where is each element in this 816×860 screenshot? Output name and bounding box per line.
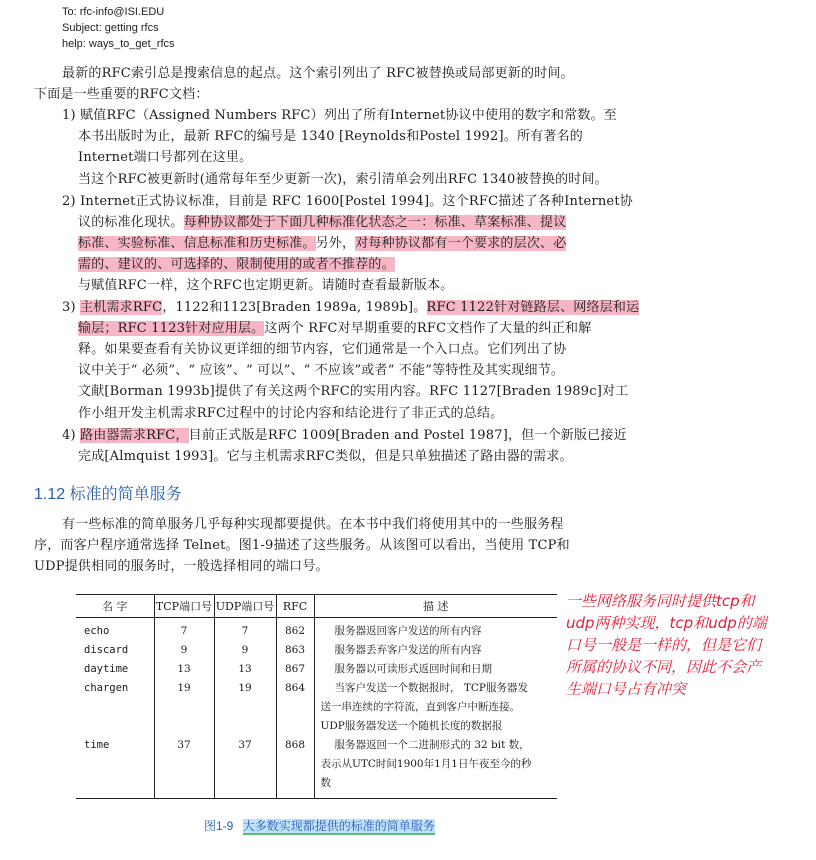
udp-port: 37 (214, 736, 276, 793)
note-line: 一些网络服务同时提供tcp和 (566, 592, 755, 610)
table-row (76, 679, 557, 736)
item3-number: 3) (62, 300, 81, 315)
item2-highlight: 需的、建议的、可选择的、限制使用的或者不推荐的。 (78, 257, 395, 272)
tcp-port: 37 (154, 736, 214, 793)
service-description (314, 679, 557, 736)
service-name: discard (84, 643, 129, 656)
note-line: 所属的协议不同，因此不会产 (566, 658, 762, 676)
service-description (314, 736, 557, 793)
description-line: 送一串连续的字符流，直到客户中断连接。 (320, 700, 520, 713)
services-table (76, 594, 557, 799)
note-line: 生端口号占有冲突 (566, 680, 687, 698)
service-name: time (84, 738, 110, 751)
body2-line-2: 序，而客户程序通常选择 Telnet。图1-9描述了这些服务。从该图可以看出，当使用 TCP和 (34, 538, 570, 553)
header-description: 描 述 (314, 595, 557, 618)
item3-line-3: 释。如果要查看有关协议更详细的细节内容，它们通常是一个入口点。它们列出了协 (78, 342, 567, 357)
item3-text: 这两个 RFC对早期重要的RFC文档作了大量的纠正和解 (264, 321, 592, 336)
item2-line-1: 2) Internet正式协议标准，目前是 RFC 1600[Postel 1994]。这个RFC描述了各种Internet协 (62, 194, 633, 209)
header-tcp-port: TCP端口号 (154, 595, 214, 618)
item4-number: 4) (62, 428, 81, 443)
table-row (76, 660, 557, 679)
item2-highlight: 标准、实验标准、信息标准和历史标准。 (78, 236, 316, 251)
figure-title: 大多数实现都提供的标准的简单服务 (242, 819, 435, 833)
item1-line-1: 1) 赋值RFC（Assigned Numbers RFC）列出了所有Internet协议中使用的数字和常数。至 (62, 108, 617, 123)
rfc-number: 864 (276, 679, 314, 736)
email-to: To: rfc-info@ISI.EDU (62, 6, 165, 18)
service-description: 服务器丢弃客户发送的所有内容 (314, 641, 557, 660)
email-subject: Subject: getting rfcs (62, 22, 159, 34)
item3-line-4: 议中关于“ 必须”、“ 应该”、“ 可以”、“ 不应该”或者“ 不能”等特性及其实现细节。 (78, 363, 565, 378)
note-line: udp两种实现，tcp和udp的端 (566, 614, 767, 632)
handwritten-note (566, 590, 810, 700)
item3-line-1 (62, 297, 639, 318)
table-row (76, 622, 557, 641)
section-heading: 1.12 标准的简单服务 (34, 486, 182, 503)
tcp-port: 7 (154, 622, 214, 641)
figure-caption (204, 817, 435, 834)
service-description: 服务器返回客户发送的所有内容 (314, 622, 557, 641)
header-rfc: RFC (276, 595, 314, 618)
item3-line-2 (78, 318, 591, 339)
note-line: 口号一般是一样的，但是它们 (566, 636, 762, 654)
table-row (76, 793, 557, 799)
rfc-number: 867 (276, 660, 314, 679)
service-name: echo (84, 624, 110, 637)
tcp-port: 9 (154, 641, 214, 660)
service-description: 服务器以可读形式返回时间和日期 (314, 660, 557, 679)
item3-highlight: 输层；RFC 1123针对应用层。 (78, 321, 265, 336)
item3-line-5: 文献[Borman 1993b]提供了有关这两个RFC的实用内容。RFC 1127[Braden 1989c]对工 (78, 384, 629, 399)
udp-port: 19 (214, 679, 276, 736)
item1-line-4: 当这个RFC被更新时(通常每年至少更新一次)，索引清单会列出RFC 1340被替换的时间。 (78, 172, 608, 187)
rfc-number: 862 (276, 622, 314, 641)
item3-text: ，1122和1123[Braden 1989a, 1989b]。 (162, 300, 427, 315)
item3-highlight: RFC 1122针对链路层、网络层和运 (426, 300, 640, 315)
intro-line-2: 下面是一些重要的RFC文档： (34, 87, 209, 102)
header-udp-port: UDP端口号 (214, 595, 276, 618)
table-row (76, 641, 557, 660)
item3-line-6: 作小组开发主机需求RFC过程中的讨论内容和结论进行了非正式的总结。 (78, 406, 504, 421)
item2-text: 另外， (315, 236, 356, 251)
rfc-number: 863 (276, 641, 314, 660)
item2-highlight: 每种协议都处于下面几种标准化状态之一：标准、草案标准、提议 (183, 215, 567, 230)
table-header-row (76, 595, 557, 618)
description-line: 当客户发送一个数据报时， TCP服务器发 (334, 681, 528, 694)
item2-line-5: 与赋值RFC一样，这个RFC也定期更新。请随时查看最新版本。 (78, 278, 454, 293)
item2-line-2 (78, 212, 566, 233)
description-line: 数 (320, 776, 331, 789)
table-row (76, 736, 557, 793)
description-line: 表示从UTC时间1900年1月1日午夜至今的秒 (320, 757, 532, 770)
item2-line-3 (78, 233, 566, 254)
email-help: help: ways_to_get_rfcs (62, 38, 175, 50)
item4-line-2: 完成[Almquist 1993]。它与主机需求RFC类似，但是只单独描述了路由器的需求。 (78, 449, 573, 464)
udp-port: 13 (214, 660, 276, 679)
item2-highlight: 对每种协议都有一个要求的层次、必 (355, 236, 567, 251)
item2-text: 议的标准化现状。 (78, 215, 184, 230)
udp-port: 9 (214, 641, 276, 660)
item4-text: 目前正式版是RFC 1009[Braden and Postel 1987]，但一个新版已接近 (188, 428, 627, 443)
header-name: 名 字 (76, 595, 154, 618)
body2-line-3: UDP提供相同的服务时，一般选择相同的端口号。 (34, 559, 329, 574)
description-line: 服务器返回一个二进制形式的 32 bit 数， (334, 738, 530, 751)
description-line: UDP服务器发送一个随机长度的数据报 (320, 719, 503, 732)
rfc-number: 868 (276, 736, 314, 793)
service-name: daytime (84, 662, 129, 675)
body2-line-1: 有一些标准的简单服务几乎每种实现都要提供。在本书中我们将使用其中的一些服务程 (62, 517, 564, 532)
udp-port: 7 (214, 622, 276, 641)
figure-number: 图1-9 (204, 819, 234, 833)
tcp-port: 19 (154, 679, 214, 736)
item4-line-1 (62, 425, 627, 446)
item2-line-4 (78, 254, 395, 275)
intro-line-1: 最新的RFC索引总是搜索信息的起点。这个索引列出了 RFC被替换或局部更新的时间。 (62, 66, 574, 81)
tcp-port: 13 (154, 660, 214, 679)
item1-line-2: 本书出版时为止，最新 RFC的编号是 1340 [Reynolds和Postel 1992]。所有著名的 (78, 129, 583, 144)
item1-line-3: Internet端口号都列在这里。 (78, 150, 253, 165)
item4-highlight: 路由器需求RFC， (80, 428, 189, 443)
item3-highlight: 主机需求RFC (80, 300, 163, 315)
service-name: chargen (84, 681, 129, 694)
